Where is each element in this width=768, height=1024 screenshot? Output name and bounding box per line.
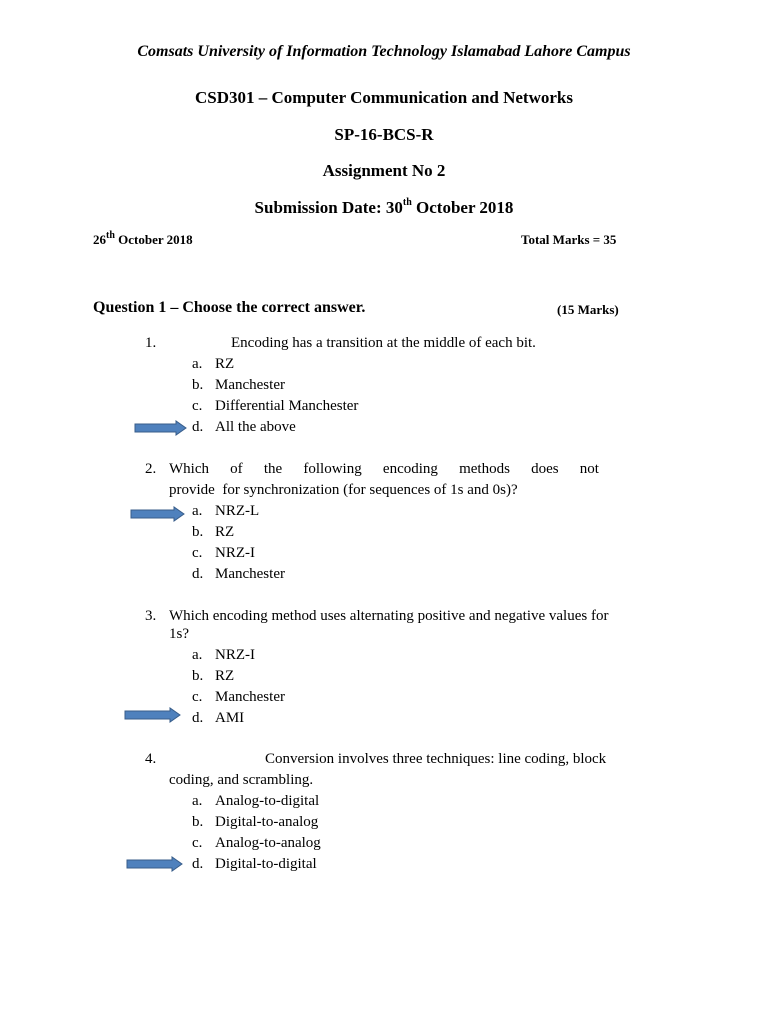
option-row [192, 398, 358, 415]
option-row [192, 377, 285, 394]
option-row [192, 793, 319, 810]
option-letter: d. [192, 856, 204, 872]
question-item-4 [145, 751, 606, 768]
option-letter: a. [192, 503, 203, 519]
option-row [192, 419, 296, 436]
option-row [192, 503, 259, 520]
option-letter: b. [192, 814, 204, 830]
option-letter: d. [192, 710, 204, 726]
item-number: 1. [145, 335, 157, 351]
option-text: RZ [215, 356, 235, 372]
option-letter: d. [192, 419, 204, 435]
submission-date-prefix: Submission Date: 30 [254, 198, 403, 217]
option-row [192, 566, 285, 583]
option-text: NRZ-L [215, 503, 260, 519]
option-row [192, 668, 234, 685]
option-text: RZ [215, 668, 235, 684]
word: methods [459, 461, 510, 477]
question-item-2-line1 [169, 461, 599, 478]
right-arrow-icon [126, 856, 184, 872]
option-letter: a. [192, 647, 203, 663]
option-row [192, 647, 255, 664]
word: Which [169, 461, 209, 477]
right-arrow-icon [134, 420, 188, 436]
option-row [192, 814, 318, 831]
submission-date-sup: th [402, 197, 412, 209]
right-arrow-icon [130, 506, 186, 522]
word: does [531, 461, 559, 477]
option-text: Differential Manchester [215, 398, 359, 414]
option-letter: a. [192, 793, 203, 809]
option-text: Manchester [215, 689, 285, 705]
word: not [579, 461, 599, 477]
option-text: Manchester [215, 566, 285, 582]
word: of [230, 461, 243, 477]
word: encoding [382, 461, 438, 477]
option-row [192, 545, 255, 562]
option-text: Digital-to-digital [215, 856, 317, 872]
question-title: Question 1 – Choose the correct answer. [93, 299, 366, 316]
item-number: 4. [145, 751, 157, 767]
question-item-2-line2: provide for synchronization (for sequences of 1s and 0s)? [169, 482, 518, 498]
issue-date [93, 229, 193, 248]
option-text: Manchester [215, 377, 285, 393]
issue-date-sup: th [106, 229, 115, 241]
question-number-2: 2. [145, 461, 157, 477]
assignment-title: Assignment No 2 [322, 161, 446, 180]
option-text: Analog-to-analog [215, 835, 321, 851]
option-letter: b. [192, 377, 204, 393]
option-text: Analog-to-digital [215, 793, 320, 809]
option-letter: c. [192, 835, 203, 851]
option-text: NRZ-I [215, 545, 255, 561]
option-row [192, 835, 321, 852]
option-letter: c. [192, 689, 203, 705]
course-title: CSD301 – Computer Communication and Networks [195, 88, 573, 107]
option-row [192, 710, 244, 727]
option-letter: b. [192, 668, 204, 684]
option-row [192, 524, 234, 541]
university-name: Comsats University of Information Technology Islamabad Lahore Campus [137, 43, 631, 60]
item-text-line1: Conversion involves three techniques: line coding, block [265, 751, 607, 767]
right-arrow-icon [124, 707, 182, 723]
issue-date-rest: October 2018 [114, 232, 193, 247]
issue-date-day: 26 [93, 232, 106, 247]
question-item-3-line2: 1s? [169, 626, 189, 642]
item-text-line1: Which encoding method uses alternating positive and negative values for [169, 608, 609, 624]
option-letter: d. [192, 566, 204, 582]
option-text: NRZ-I [215, 647, 255, 663]
option-row [192, 356, 234, 373]
question-item-3 [145, 608, 608, 625]
option-text: AMI [215, 710, 245, 726]
section-code: SP-16-BCS-R [334, 125, 434, 144]
item-number: 3. [145, 608, 157, 624]
question-marks: (15 Marks) [557, 302, 619, 317]
option-text: All the above [215, 419, 296, 435]
submission-date-suffix: October 2018 [411, 198, 514, 217]
option-letter: c. [192, 398, 203, 414]
option-text: Digital-to-analog [215, 814, 319, 830]
question-item-4-line2: coding, and scrambling. [169, 772, 314, 788]
submission-date [0, 198, 768, 218]
option-letter: a. [192, 356, 203, 372]
question-item-1 [145, 335, 536, 352]
word: the [263, 461, 283, 477]
option-letter: c. [192, 545, 203, 561]
option-row [192, 856, 317, 873]
option-letter: b. [192, 524, 204, 540]
option-text: RZ [215, 524, 235, 540]
word: following [303, 461, 362, 477]
option-row [192, 689, 285, 706]
item-text: Encoding has a transition at the middle of each bit. [231, 335, 536, 351]
total-marks: Total Marks = 35 [521, 232, 617, 247]
